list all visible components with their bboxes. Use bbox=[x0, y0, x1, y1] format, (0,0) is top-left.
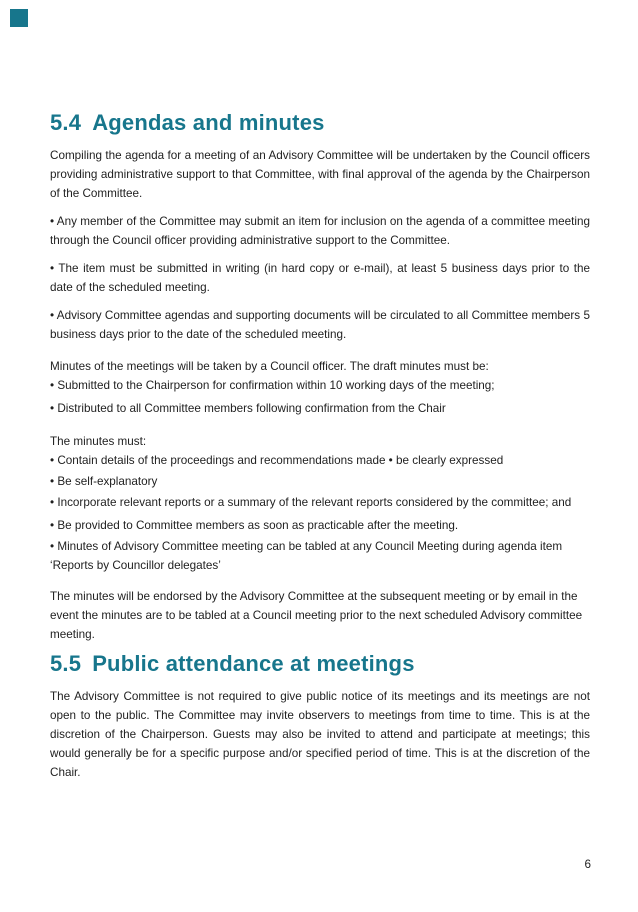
paragraph-agenda-compiling: Compiling the agenda for a meeting of an Advisory Committee will be undertaken by the Council officers providing administrative support to that Committee, with final approval of the agenda by the Chairperson of the Committee. bbox=[50, 149, 590, 200]
bullet-agendas-circulated: • Advisory Committee agendas and supporting documents will be circulated to all Committee members 5 business days prior to the date of the scheduled meeting. bbox=[50, 309, 590, 341]
paragraph-must-intro: The minutes must: bbox=[50, 435, 147, 448]
bullet-distributed-members: • Distributed to all Committee members following confirmation from the Chair bbox=[50, 402, 446, 415]
bullet-self-explanatory: • Be self-explanatory bbox=[50, 475, 158, 488]
bullet-minutes-tabled: • Minutes of Advisory Committee meeting can be tabled at any Council Meeting during agenda item ‘Reports by Councillor delegates’ bbox=[50, 540, 563, 572]
section-title: Public attendance at meetings bbox=[92, 651, 415, 676]
section-heading-5-4 bbox=[50, 112, 590, 134]
paragraph-minutes-endorsed: The minutes will be endorsed by the Advisory Committee at the subsequent meeting or by email in the event the minutes are to be tabled at a Council meeting prior to the next scheduled Advisory committee meeting. bbox=[50, 590, 583, 641]
bullet-contain-details: • Contain details of the proceedings and recommendations made • be clearly expressed bbox=[50, 454, 504, 467]
bullet-item-writing: • The item must be submitted in writing (in hard copy or e-mail), at least 5 business days prior to the date of the scheduled meeting. bbox=[50, 262, 590, 294]
paragraph-public-attendance: The Advisory Committee is not required to give public notice of its meetings and its meetings are not open to the public. The Committee may invite observers to meetings from time to time. This is at the discretion of the Chairperson. Guests may also be invited to attend and participate at meetings; this would generally be for a specific purpose and/or specified period of time. This is at the discretion of the Chair. bbox=[50, 690, 590, 779]
section-number: 5.4 bbox=[50, 110, 82, 135]
page-number: 6 bbox=[584, 858, 591, 871]
section-heading-5-5 bbox=[50, 653, 590, 675]
bullet-any-member: • Any member of the Committee may submit an item for inclusion on the agenda of a committee meeting through the Council officer providing administrative support to the Committee. bbox=[50, 215, 590, 247]
section-number: 5.5 bbox=[50, 651, 82, 676]
page-content bbox=[50, 0, 590, 791]
bullet-incorporate-reports: • Incorporate relevant reports or a summary of the relevant reports considered by the committee; and bbox=[50, 496, 572, 509]
bullet-provided-members: • Be provided to Committee members as soon as practicable after the meeting. bbox=[50, 519, 459, 532]
paragraph-minutes-intro: Minutes of the meetings will be taken by a Council officer. The draft minutes must be: bbox=[50, 360, 489, 373]
logo-square-icon bbox=[10, 9, 28, 27]
section-title: Agendas and minutes bbox=[92, 110, 325, 135]
bullet-submitted-chairperson: • Submitted to the Chairperson for confirmation within 10 working days of the meeting; bbox=[50, 379, 495, 392]
